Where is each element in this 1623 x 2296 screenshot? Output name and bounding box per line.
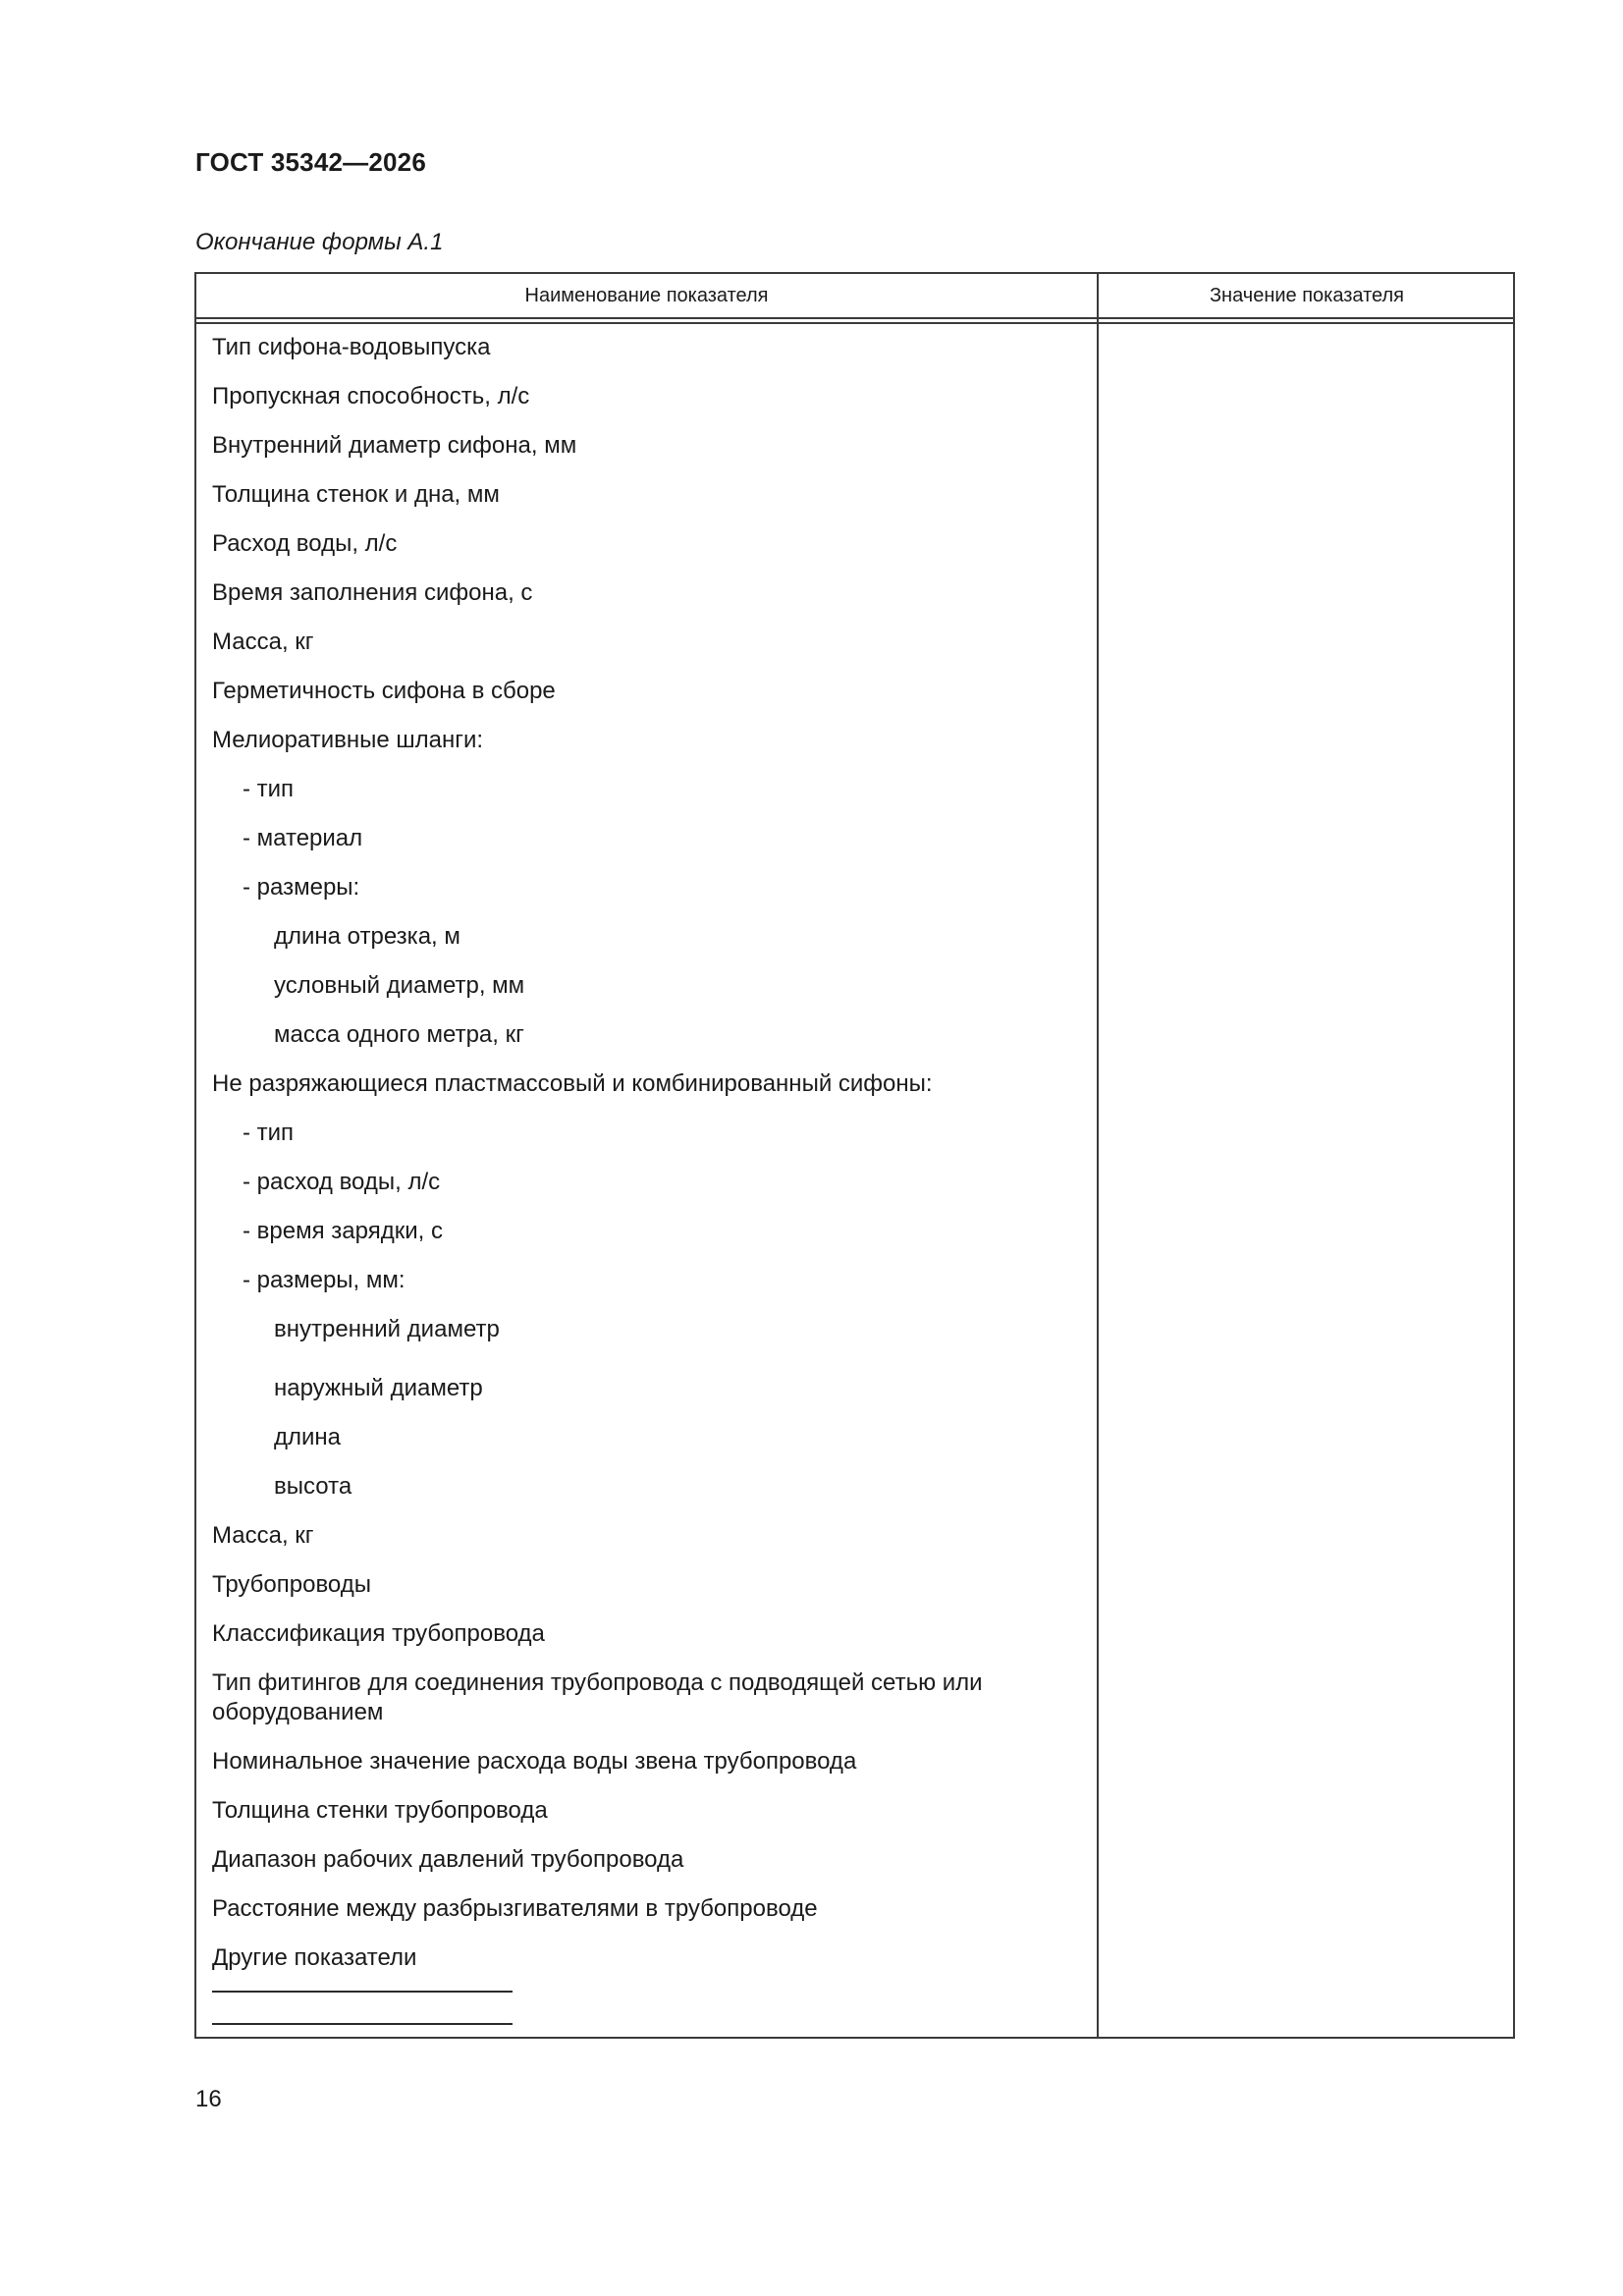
table-row: Не разряжающиеся пластмассовый и комбинированный сифоны: — [212, 1070, 933, 1097]
table-row: Масса, кг — [212, 1522, 314, 1549]
table-row: Тип фитингов для соединения трубопровода с подводящей сетью или оборудованием — [212, 1669, 983, 1725]
table-row: условный диаметр, мм — [274, 972, 525, 999]
table-row: - тип — [243, 776, 295, 802]
table-row: масса одного метра, кг — [274, 1021, 524, 1048]
table-row: внутренний диаметр — [274, 1316, 500, 1342]
table-row: Внутренний диаметр сифона, мм — [212, 432, 577, 459]
blank-line — [212, 1991, 513, 1993]
table-row: - материал — [243, 825, 363, 851]
table-row: Толщина стенок и дна, мм — [212, 481, 500, 508]
table-row: Номинальное значение расхода воды звена трубопровода — [212, 1748, 857, 1775]
table-row: Расстояние между разбрызгивателями в трубопроводе — [212, 1895, 818, 1922]
table-row: Диапазон рабочих давлений трубопровода — [212, 1846, 684, 1873]
header-rule-bottom — [196, 322, 1513, 324]
table-row: Толщина стенки трубопровода — [212, 1797, 548, 1824]
table-row: Мелиоративные шланги: — [212, 727, 484, 753]
table-row: длина отрезка, м — [274, 923, 460, 950]
header-rule-top — [196, 317, 1513, 319]
column-divider — [1097, 274, 1099, 2037]
table-row: Пропускная способность, л/с — [212, 383, 530, 410]
table-row: - размеры, мм: — [243, 1267, 406, 1293]
table-row: Герметичность сифона в сборе — [212, 678, 556, 704]
document-code: ГОСТ 35342—2026 — [195, 147, 426, 177]
column-header-name: Наименование показателя — [524, 284, 769, 306]
table-row: - размеры: — [243, 874, 360, 901]
indicators-table — [194, 272, 1515, 2039]
table-row: Другие показатели — [212, 1944, 417, 1971]
table-row: Масса, кг — [212, 629, 314, 655]
table-row: Тип сифона-водовыпуска — [212, 334, 491, 360]
table-row: - тип — [243, 1120, 295, 1146]
table-row: Время заполнения сифона, с — [212, 579, 533, 606]
table-row: наружный диаметр — [274, 1375, 483, 1401]
table-row: Трубопроводы — [212, 1571, 371, 1598]
table-row: Классификация трубопровода — [212, 1620, 545, 1647]
table-row: высота — [274, 1473, 352, 1500]
page-number: 16 — [195, 2086, 222, 2112]
table-row: - расход воды, л/с — [243, 1169, 441, 1195]
table-row: Расход воды, л/с — [212, 530, 398, 557]
column-header-value: Значение показателя — [1209, 284, 1405, 306]
form-caption: Окончание формы А.1 — [195, 229, 444, 255]
table-row: - время зарядки, с — [243, 1218, 443, 1244]
blank-line — [212, 2023, 513, 2025]
table-row: длина — [274, 1424, 342, 1450]
